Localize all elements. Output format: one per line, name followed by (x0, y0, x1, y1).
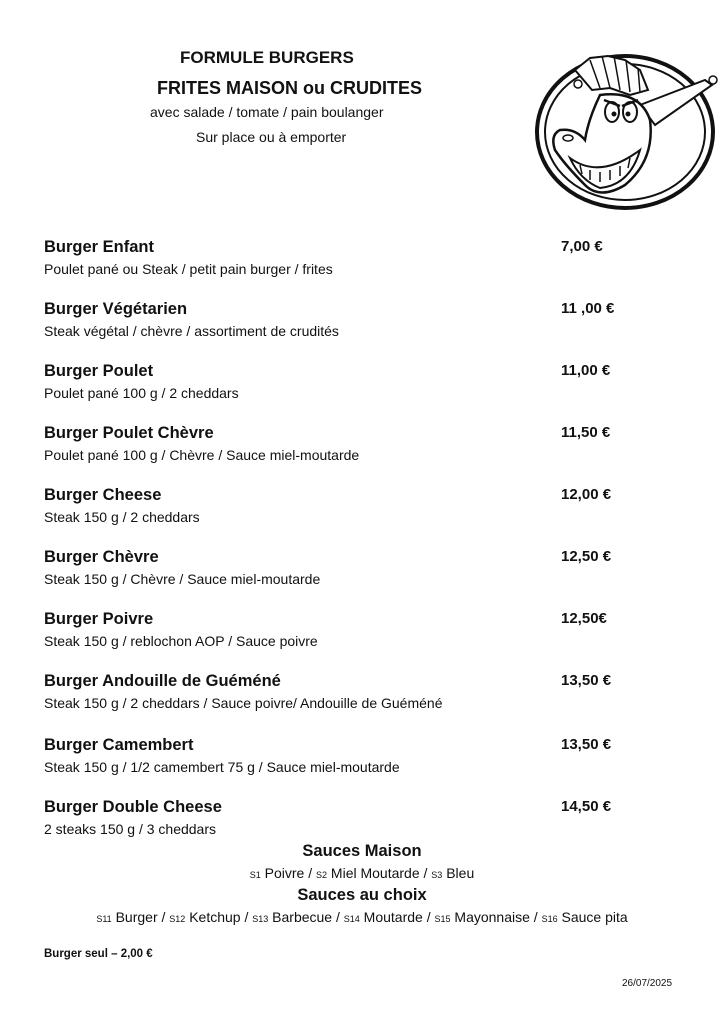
item-description: Steak 150 g / 2 cheddars / Sauce poivre/ Andouille de Guéméné (44, 695, 443, 711)
menu-item (44, 797, 644, 839)
item-price: 12,50 € (561, 548, 612, 565)
item-description: Steak 150 g / Chèvre / Sauce miel-moutarde (44, 571, 321, 587)
sauce-code: S11 (96, 914, 112, 924)
menu-item (44, 609, 644, 651)
menu-line-service: Sur place ou à emporter (196, 129, 347, 145)
item-price: 12,00 € (561, 486, 612, 503)
item-price: 7,00 € (561, 238, 603, 255)
item-price: 12,50€ (561, 610, 607, 627)
menu-item (44, 671, 644, 713)
item-description: Steak 150 g / reblochon AOP / Sauce poivre (44, 633, 318, 649)
sauces-choix-list: S11 Burger / S12 Ketchup / S13 Barbecue / S14 Moutarde / S15 Mayonnaise / S16 Sauce pita (96, 909, 628, 925)
sauce-code: S15 (434, 914, 451, 924)
sauce-name: Barbecue (272, 909, 333, 925)
item-price: 14,50 € (561, 798, 612, 815)
burger-seul-price: Burger seul – 2,00 € (44, 948, 153, 960)
menu-item (44, 735, 644, 777)
item-name: Burger Poulet (44, 362, 154, 380)
menu-item (44, 423, 644, 465)
sauce-code: S2 (316, 870, 328, 880)
item-price: 11 ,00 € (561, 300, 615, 317)
sauce-name: Miel Moutarde (330, 865, 420, 881)
menu-item (44, 485, 644, 527)
sauce-code: S12 (169, 914, 186, 924)
item-description: Poulet pané 100 g / Chèvre / Sauce miel-moutarde (44, 447, 360, 463)
sauce-name: Burger (115, 909, 158, 925)
sauce-code: S14 (343, 914, 360, 924)
item-name: Burger Poivre (44, 610, 154, 628)
menu-title: FORMULE BURGERS (180, 48, 354, 67)
sauce-name: Moutarde (363, 909, 423, 925)
item-description: 2 steaks 150 g / 3 cheddars (44, 821, 216, 837)
sauce-code: S1 (249, 870, 261, 880)
sauces-choix-title: Sauces au choix (297, 886, 427, 904)
donkey-mascot-logo-icon (530, 50, 720, 212)
item-price: 13,50 € (561, 736, 612, 753)
sauce-name: Bleu (446, 865, 475, 881)
sauce-code: S16 (541, 914, 558, 924)
item-name: Burger Andouille de Guéméné (44, 672, 281, 690)
item-description: Steak 150 g / 2 cheddars (44, 509, 200, 525)
item-name: Burger Enfant (44, 238, 155, 256)
menu-item (44, 237, 644, 279)
sauce-name: Mayonnaise (454, 909, 530, 925)
sauce-code: S13 (252, 914, 269, 924)
item-price: 11,50 € (561, 424, 611, 441)
item-name: Burger Camembert (44, 736, 194, 754)
sauce-name: Ketchup (189, 909, 241, 925)
document-date: 26/07/2025 (622, 978, 673, 989)
item-description: Steak végétal / chèvre / assortiment de crudités (44, 323, 339, 339)
sauce-name: Poivre (264, 865, 305, 881)
item-description: Poulet pané 100 g / 2 cheddars (44, 385, 239, 401)
item-name: Burger Végétarien (44, 300, 188, 318)
item-name: Burger Double Cheese (44, 798, 222, 816)
item-name: Burger Chèvre (44, 548, 159, 566)
item-price: 13,50 € (561, 672, 612, 689)
sauces-maison-title: Sauces Maison (302, 842, 422, 860)
menu-line-garnish: avec salade / tomate / pain boulanger (150, 104, 384, 120)
menu-item (44, 299, 644, 341)
menu-subtitle: FRITES MAISON ou CRUDITES (157, 78, 422, 98)
item-description: Steak 150 g / 1/2 camembert 75 g / Sauce miel-moutarde (44, 759, 400, 775)
menu-item (44, 361, 644, 403)
sauce-code: S3 (431, 870, 443, 880)
item-price: 11,00 € (561, 362, 611, 379)
menu-item (44, 547, 644, 589)
item-name: Burger Poulet Chèvre (44, 424, 214, 442)
item-name: Burger Cheese (44, 486, 162, 504)
sauce-name: Sauce pita (561, 909, 628, 925)
sauces-maison-list: S1 Poivre / S2 Miel Moutarde / S3 Bleu (249, 865, 475, 881)
item-description: Poulet pané ou Steak / petit pain burger / frites (44, 261, 333, 277)
